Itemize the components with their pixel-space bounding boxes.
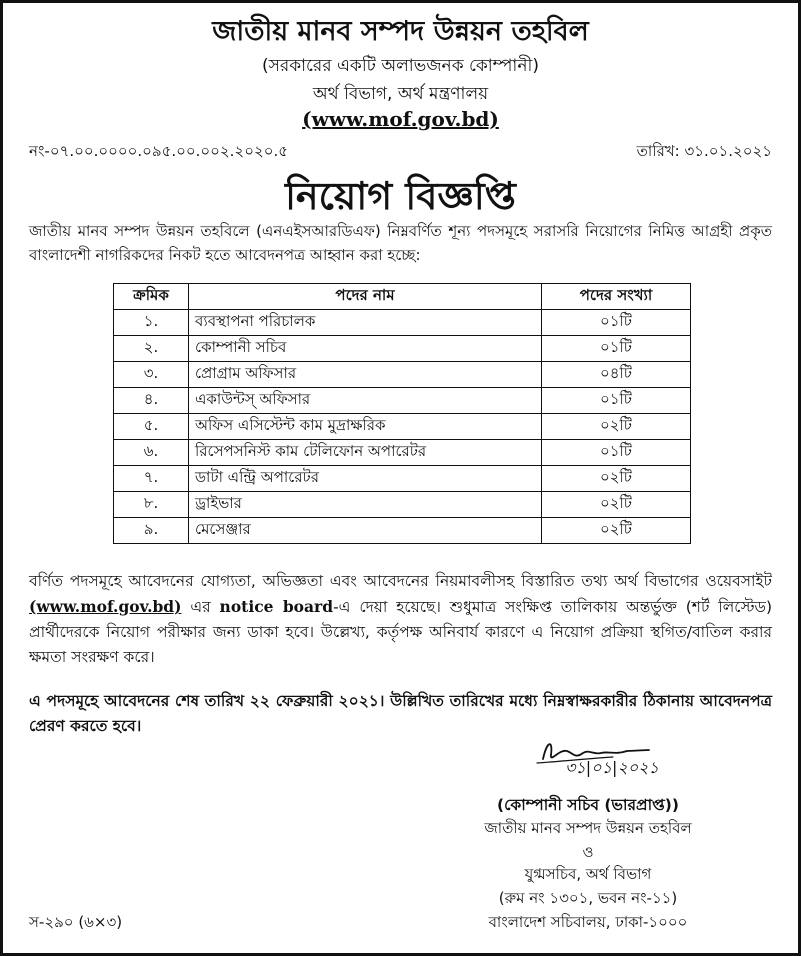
details-paragraph bbox=[29, 569, 772, 670]
table-row bbox=[114, 310, 691, 336]
row-count: ০২টি bbox=[542, 414, 691, 440]
details-website-link[interactable]: (www.mof.gov.bd) bbox=[29, 597, 182, 616]
row-count: ০২টি bbox=[542, 492, 691, 518]
row-count: ০১টি bbox=[542, 310, 691, 336]
organization-subtitle: (সরকারের একটি অলাভজনক কোম্পানী) bbox=[262, 56, 539, 76]
details-text-part3: -এ দেয়া হয়েছে। শুধুমাত্র সংক্ষিপ্ত তালিকায় অন্তর্ভুক্ত (শর্ট লিস্টেড) প্রার্থীদেরকে নিয়োগ পরীক্ষার জন্য ডাকা হবে। উল্লেখ্য, কর্তৃপক্ষ অনিবার্য কারণে এ নিয়োগ প্রক্রিয়া স্থগিত/বাতিল করার ক্ষমতা সংরক্ষণ করে। bbox=[29, 598, 773, 666]
row-count: ০২টি bbox=[542, 466, 691, 492]
row-count: ০১টি bbox=[542, 388, 691, 414]
header-post-count: পদের সংখ্যা bbox=[542, 284, 691, 310]
details-text-part2: এর bbox=[181, 598, 220, 616]
row-post: প্রোগ্রাম অফিসার bbox=[189, 362, 542, 388]
row-count: ০১টি bbox=[542, 440, 691, 466]
header-serial: ক্রমিক bbox=[114, 284, 189, 310]
notice-date: তারিখ: ৩১.০১.২০২১ bbox=[636, 142, 772, 160]
row-serial: ১. bbox=[114, 310, 189, 336]
row-serial: ৬. bbox=[114, 440, 189, 466]
signatory-room: (রুম নং ১৩০১, ভবন নং-১১) bbox=[498, 889, 678, 907]
row-post: ব্যবস্থাপনা পরিচালক bbox=[189, 310, 542, 336]
organization-website bbox=[3, 107, 798, 131]
row-serial: ২. bbox=[114, 336, 189, 362]
table-row bbox=[114, 336, 691, 362]
row-post: ডাটা এন্ট্রি অপারেটর bbox=[189, 466, 542, 492]
signatory-conjunction: ও bbox=[582, 843, 594, 861]
advertisement-code: স-২৯০ (৬×৩) bbox=[29, 913, 123, 931]
organization-name: জাতীয় মানব সম্পদ উন্নয়ন তহবিল bbox=[212, 16, 589, 47]
table-row bbox=[114, 388, 691, 414]
website-link[interactable]: (www.mof.gov.bd) bbox=[302, 107, 499, 131]
row-post: একাউন্টস্ অফিসার bbox=[189, 388, 542, 414]
signatory-second-designation: যুগ্মসচিব, অর্থ বিভাগ bbox=[524, 865, 652, 883]
table-header-row bbox=[114, 284, 691, 310]
deadline-paragraph: এ পদসমূহে আবেদনের শেষ তারিখ ২২ ফেব্রুয়ারী ২০২১। উল্লিখিত তারিখের মধ্যে নিম্নস্বাক্ষরকারীর ঠিকানায় আবেদনপত্র প্রেরণ করতে হবে। bbox=[29, 692, 772, 735]
organization-department: অর্থ বিভাগ, অর্থ মন্ত্রণালয় bbox=[312, 84, 489, 104]
header-post-name: পদের নাম bbox=[189, 284, 542, 310]
row-serial: ৪. bbox=[114, 388, 189, 414]
row-count: ০১টি bbox=[542, 336, 691, 362]
row-post: রিসেপসনিস্ট কাম টেলিফোন অপারেটর bbox=[189, 440, 542, 466]
signatory-organization: জাতীয় মানব সম্পদ উন্নয়ন তহবিল bbox=[484, 819, 692, 837]
details-text-part1: বর্ণিত পদসমূহে আবেদনের যোগ্যতা, অভিজ্ঞতা এবং আবেদনের নিয়মাবলীসহ বিস্তারিত তথ্য অর্থ বিভাগের ওয়েবসাইট bbox=[29, 572, 772, 590]
table-row bbox=[114, 362, 691, 388]
row-serial: ৮. bbox=[114, 492, 189, 518]
row-post: ড্রাইভার bbox=[189, 492, 542, 518]
table-row bbox=[114, 466, 691, 492]
row-count: ০৪টি bbox=[542, 362, 691, 388]
row-serial: ৭. bbox=[114, 466, 189, 492]
memo-number: নং-০৭.০০.০০০০.০৯৫.০০.০০২.২০২০.৫ bbox=[29, 142, 288, 160]
table-row bbox=[114, 440, 691, 466]
signature-date: ৩১|০১|২০২১ bbox=[565, 758, 659, 777]
table-row bbox=[114, 414, 691, 440]
row-post: অফিস এসিস্টেন্ট কাম মুদ্রাক্ষরিক bbox=[189, 414, 542, 440]
signatory-designation: (কোম্পানী সচিব (ভারপ্রাপ্ত)) bbox=[497, 796, 679, 814]
row-count: ০২টি bbox=[542, 518, 691, 544]
table-row bbox=[114, 518, 691, 544]
vacancy-table bbox=[113, 283, 691, 544]
table-row bbox=[114, 492, 691, 518]
row-post: কোম্পানী সচিব bbox=[189, 336, 542, 362]
row-serial: ৩. bbox=[114, 362, 189, 388]
row-post: মেসেঞ্জার bbox=[189, 518, 542, 544]
signatory-address: বাংলাদেশ সচিবালয়, ঢাকা-১০০০ bbox=[488, 913, 688, 931]
row-serial: ৫. bbox=[114, 414, 189, 440]
intro-paragraph: জাতীয় মানব সম্পদ উন্নয়ন তহবিলে (এনএইসআরডিএফ) নিম্নবর্ণিত শূন্য পদসমূহে সরাসরি নিয়োগের নিমিত্ত আগ্রহী প্রকৃত বাংলাদেশী নাগরিকদের নিকট হতে আবেদনপত্র আহ্বান করা হচ্ছে: bbox=[29, 222, 772, 264]
page-title: নিয়োগ বিজ্ঞপ্তি bbox=[285, 174, 516, 218]
details-notice-board: notice board bbox=[219, 597, 334, 616]
row-serial: ৯. bbox=[114, 518, 189, 544]
